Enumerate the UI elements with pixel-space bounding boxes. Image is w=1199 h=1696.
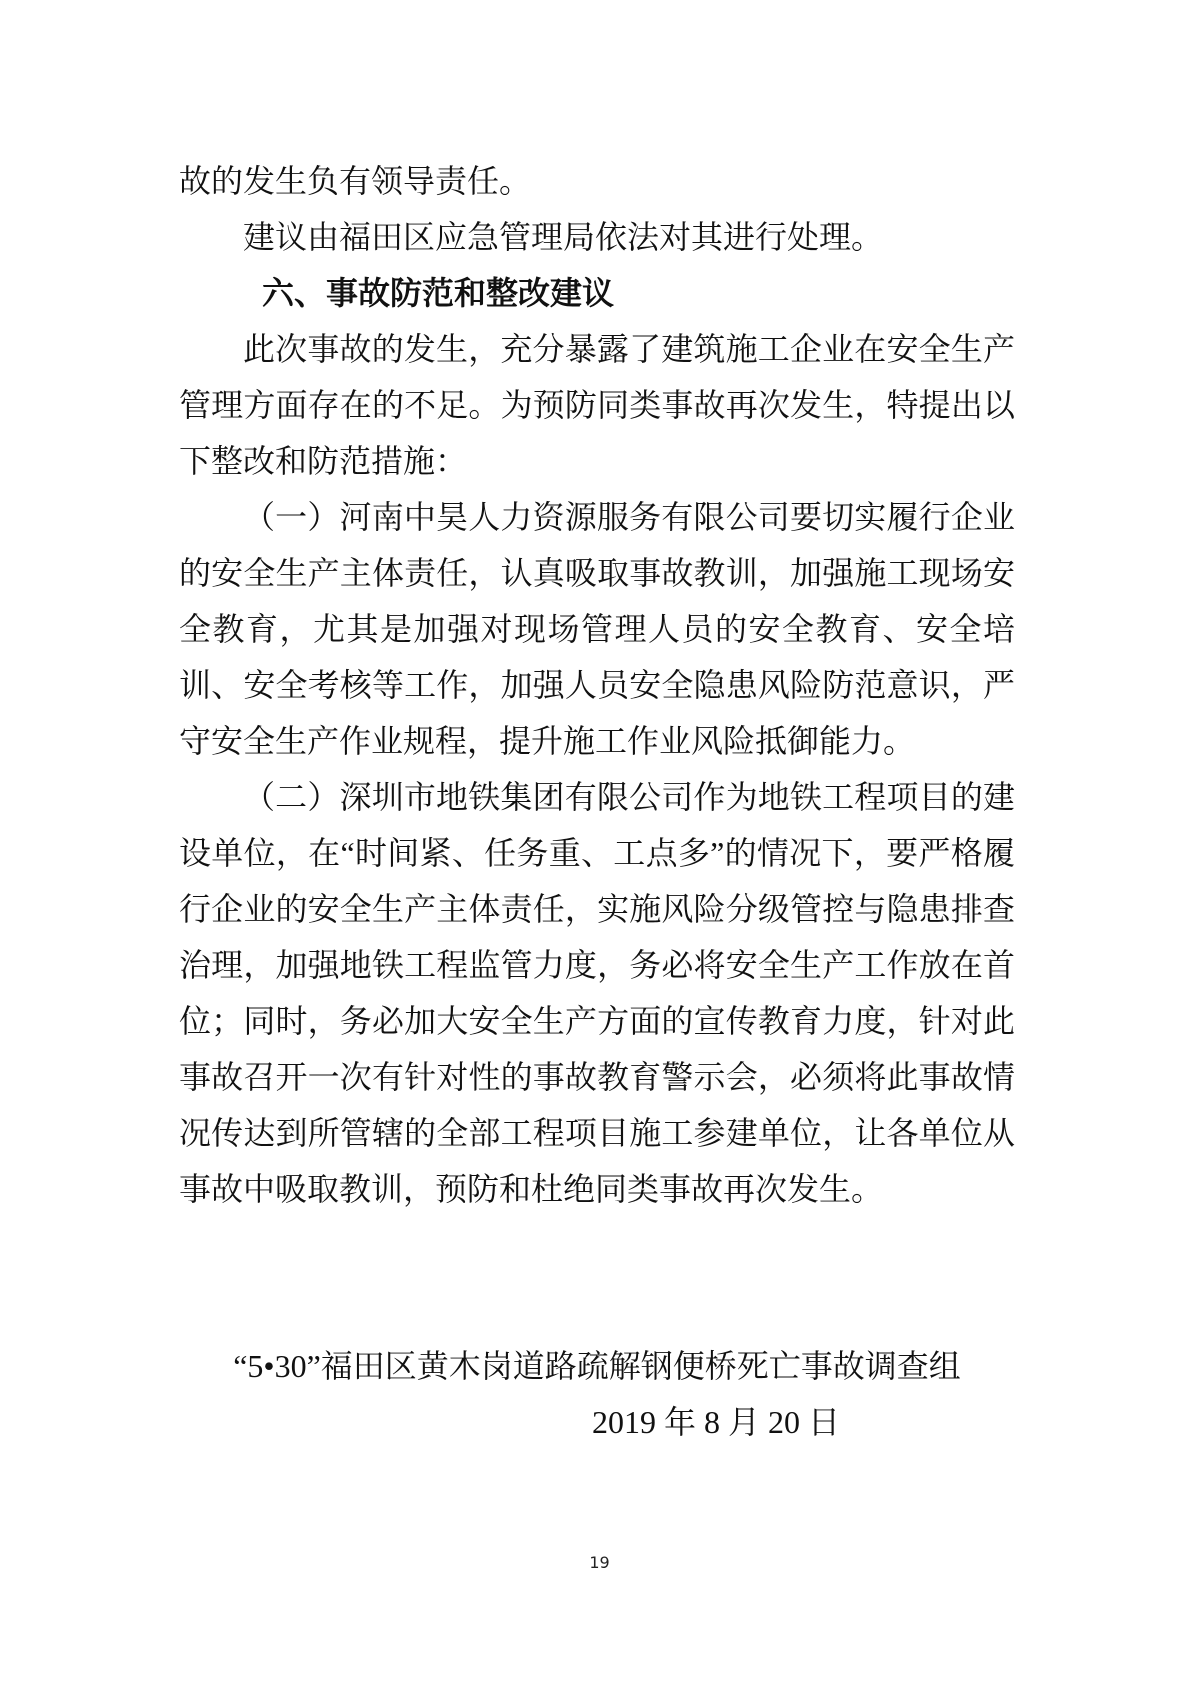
page-number: 19 (589, 1553, 610, 1572)
paragraph-intro: 此次事故的发生，充分暴露了建筑施工企业在安全生产管理方面存在的不足。为预防同类事故再次发生，特提出以下整改和防范措施： (179, 331, 1015, 479)
document-body (179, 153, 1015, 1450)
signature-unit: “5•30”福田区黄木岗道路疏解钢便桥死亡事故调查组 (233, 1348, 961, 1384)
paragraph-continuation: 故的发生负有领导责任。 (179, 163, 532, 199)
paragraph-recommendation: 建议由福田区应急管理局依法对其进行处理。 (243, 219, 884, 255)
section-heading: 六、事故防范和整改建议 (262, 275, 615, 311)
signature-date: 2019 年 8 月 20 日 (591, 1404, 840, 1440)
paragraph-item-1: （一）河南中昊人力资源服务有限公司要切实履行企业的安全生产主体责任，认真吸取事故教训，加强施工现场安全教育，尤其是加强对现场管理人员的安全教育、安全培训、安全考核等工作，加强人员安全隐患风险防范意识，严守安全生产作业规程，提升施工作业风险抵御能力。 (179, 499, 1015, 759)
signature-block (179, 1338, 1015, 1450)
paragraph-item-2: （二）深圳市地铁集团有限公司作为地铁工程项目的建设单位，在“时间紧、任务重、工点多”的情况下，要严格履行企业的安全生产主体责任，实施风险分级管控与隐患排查治理，加强地铁工程监管力度，务必将安全生产工作放在首位；同时，务必加大安全生产方面的宣传教育力度，针对此事故召开一次有针对性的事故教育警示会，必须将此事故情况传达到所管辖的全部工程项目施工参建单位，让各单位从事故中吸取教训，预防和杜绝同类事故再次发生。 (179, 779, 1015, 1207)
